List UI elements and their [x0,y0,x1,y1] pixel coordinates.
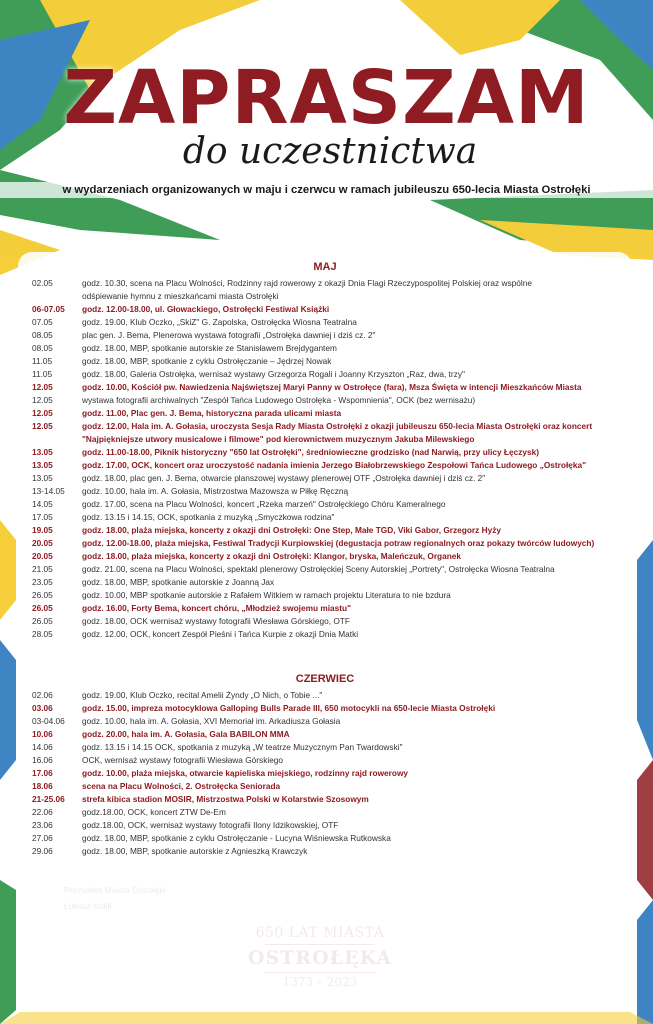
event-date: 20.05 [32,538,53,548]
event-description: godz. 18.00, plac gen. J. Bema, otwarcie planszowej wystawy plenerowej OTF „Ostrołęka dawniej i dziś cz. 2" [82,473,486,483]
event-description: godz. 10.00, hala im. A. Gołasia, Mistrzostwa Mazowsza w Piłkę Ręczną [82,486,349,496]
event-date: 02.05 [32,278,53,288]
event-date: 12.05 [32,395,53,405]
event-description: strefa kibica stadion MOSIR, Mistrzostwa Polski w Kolarstwie Szosowym [82,794,369,804]
event-date: 23.06 [32,820,53,830]
event-date: 12.05 [32,408,53,418]
event-row [32,715,628,728]
event-description: godz. 18.00, MBP, spotkanie autorskie z Joanną Jax [82,577,275,587]
event-description: godz. 10.00, plaża miejska, otwarcie kąpieliska miejskiego, rodzinny rajd rowerowy [82,768,409,778]
event-row [32,342,628,355]
event-row [32,524,628,537]
event-date: 13.05 [32,447,53,457]
event-date: 28.05 [32,629,53,639]
event-date: 27.06 [32,833,53,843]
event-date: 22.06 [32,807,53,817]
event-description: godz. 12.00-18.00, plaża miejska, Festiwal Tradycji Kurpiowskiej (degustacja potraw regionalnych oraz pokazy twórców ludowych) [82,538,595,548]
event-description: godz. 10.00, Kościół pw. Nawiedzenia Najświętszej Maryi Panny w Ostrołęce (fara), Msza Święta w intencji Mieszkańców Miasta [82,382,582,392]
event-row [32,845,628,858]
event-description: "Najpiękniejsze utwory musicalowe i filmowe" pod kierownictwem muzycznym Jakuba Milewskiego [82,434,475,444]
event-description: godz. 12.00, OCK, koncert Zespół Pieśni i Tańca Kurpie z okazji Dnia Matki [82,629,359,639]
event-date [32,290,82,303]
event-date [32,433,82,446]
event-row [32,602,628,615]
event-date: 17.06 [32,768,53,778]
event-description: godz. 18.00, Galeria Ostrołęka, wernisaż wystawy Grzegorza Rogali i Joanny Krzyszton „Raz, dwa, trzy" [82,369,465,379]
event-date: 14.05 [32,499,53,509]
event-row [32,728,628,741]
event-description: godz. 19.00, Klub Oczko, recital Amelii Żyndy „O Nich, o Tobie ..." [82,690,323,700]
event-description: godz. 10.00, MBP spotkanie autorskie z Rafałem Witkiem w ramach projektu Literatura to nie bzdura [82,590,451,600]
event-description: godz. 10.00, hala im. A. Gołasia, XVI Memoriał im. Arkadiusza Gołasia [82,716,341,726]
event-date: 13.05 [32,460,53,470]
event-date: 03.06 [32,703,53,713]
event-row [32,433,628,446]
section-heading-czerwiec: CZERWIEC [295,673,355,685]
event-description: godz. 19.00, Klub Oczko, „SkiZ" G. Zapolska, Ostrołęcka Wiosna Teatralna [82,317,357,327]
event-row [32,303,628,316]
event-row [32,563,628,576]
event-row [32,446,628,459]
event-description: godz. 18.00, OCK wernisaż wystawy fotografii Wiesława Górskiego, OTF [82,616,350,626]
page-title: ZAPRASZAM [63,55,590,141]
event-description: godz. 11.00, Plac gen. J. Bema, historyczna parada ulicami miasta [82,408,342,418]
event-row [32,277,628,290]
event-date: 12.05 [32,421,53,431]
event-date: 08.05 [32,330,53,340]
event-description: godz. 10.30, scena na Placu Wolności, Rodzinny rajd rowerowy z okazji Dnia Flagi Rzeczypospolitej Polskiej oraz wspólne [82,278,532,288]
event-row [32,689,628,702]
event-date: 10.06 [32,729,53,739]
event-description: godz. 18.00, MBP, spotkanie z cyklu Ostrołęczanie – Jędrzej Nowak [82,356,332,366]
event-date: 21-25.06 [32,794,65,804]
event-description: godz.18.00, OCK, koncert ZTW De-Em [82,807,226,817]
event-description: godz. 17.00, scena na Placu Wolności, koncert „Rzeka marzeń" Ostrołęckiego Chóru Kameralnego [82,499,446,509]
event-row [32,485,628,498]
event-date: 03-04.06 [32,716,65,726]
event-description: godz. 13.15 i 14.15, OCK, spotkania z muzyką „Smyczkowa rodzina" [82,512,335,522]
event-description: godz.18.00, OCK, wernisaż wystawy fotografii Ilony Idzikowskiej, OTF [82,820,339,830]
event-date: 08.05 [32,343,53,353]
script-subtitle: do uczestnictwa [182,131,478,172]
event-date: 07.05 [32,317,53,327]
event-description: godz. 13.15 i 14.15 OCK, spotkania z muzyką „W teatrze Muzycznym Pan Twardowski" [82,742,403,752]
event-date: 23.05 [32,577,53,587]
event-row [32,702,628,715]
event-row [32,290,628,303]
event-row [32,316,628,329]
event-row [32,819,628,832]
event-row [32,394,628,407]
event-date: 12.05 [32,382,53,392]
event-description: godz. 18.00, MBP, spotkanie autorskie ze Stanisławem Brejdygantem [82,343,337,353]
event-description: godz. 17.00, OCK, koncert oraz uroczystość nadania imienia Jerzego Białobrzewskiego Zespołowi Tańca Ludowego „Ostrołęka" [82,460,587,470]
event-description: godz. 12.00, Hala im. A. Gołasia, uroczysta Sesja Rady Miasta Ostrołęki z okazji jubileuszu 650-lecia Miasta Ostrołęki oraz koncert [82,421,593,431]
event-row [32,793,628,806]
event-description: odśpiewanie hymnu z mieszkańcami miasta Ostrołęki [82,291,279,301]
event-date: 26.05 [32,603,53,613]
event-row [32,459,628,472]
event-row [32,550,628,563]
event-date: 21.05 [32,564,53,574]
event-row [32,615,628,628]
event-row [32,368,628,381]
event-row [32,767,628,780]
events-card [18,252,632,1012]
event-description: godz. 20.00, hala im. A. Gołasia, Gala BABILON MMA [82,729,290,739]
event-row [32,537,628,550]
event-description: godz. 12.00-18.00, ul. Głowackiego, Ostrołęcki Festiwal Książki [82,304,330,314]
event-date: 02.06 [32,690,53,700]
event-date: 06-07.05 [32,304,65,314]
event-date: 11.05 [32,356,53,366]
event-row [32,780,628,793]
event-row [32,511,628,524]
event-description: plac gen. J. Bema, Plenerowa wystawa fotografii „Ostrołęka dawniej i dziś cz. 2" [82,330,376,340]
czerwiec-event-list [32,689,628,858]
event-description: godz. 18.00, MBP, spotkanie autorskie z Agnieszką Krawczyk [82,846,308,856]
event-date: 29.06 [32,846,53,856]
event-date: 16.06 [32,755,53,765]
event-description: godz. 18.00, MBP, spotkanie z cyklu Ostrołęczanie - Lucyna Wiśniewska Rutkowska [82,833,391,843]
event-row [32,381,628,394]
event-date: 17.05 [32,512,53,522]
event-description: godz. 15.00, impreza motocyklowa Galloping Bulls Parade III, 650 motocykli na 650-lecie Miasta Ostrołęki [82,703,496,713]
event-description: godz. 11.00-18.00, Piknik historyczny "650 lat Ostrołęki", średniowieczne grodzisko (nad Narwią, przy ulicy Łęczysk) [82,447,539,457]
event-row [32,741,628,754]
event-description: godz. 18.00, plaża miejska, koncerty z okazji dni Ostrołęki: Klangor, bryska, Maleńczuk, Organek [82,551,462,561]
intro-text: w wydarzeniach organizowanych w maju i czerwcu w ramach jubileuszu 650-lecia Miasta Ostrołęki [0,182,653,198]
event-date: 14.06 [32,742,53,752]
event-row [32,355,628,368]
event-row [32,806,628,819]
event-row [32,329,628,342]
event-row [32,576,628,589]
event-row [32,407,628,420]
event-date: 26.05 [32,616,53,626]
section-heading-maj: MAJ [313,261,337,273]
event-description: wystawa fotografii archiwalnych "Zespół Tańca Ludowego Ostrołęka - Wspomnienia", OCK (bez wernisażu) [82,395,476,405]
event-date: 13-14.05 [32,486,65,496]
event-row [32,628,628,641]
event-row [32,589,628,602]
event-date: 13.05 [32,473,53,483]
event-description: scena na Placu Wolności, 2. Ostrołęcka Seniorada [82,781,281,791]
event-row [32,754,628,767]
event-row [32,832,628,845]
maj-event-list [32,277,628,641]
event-date: 20.05 [32,551,53,561]
event-row [32,420,628,433]
event-description: godz. 18.00, plaża miejska, koncerty z okazji dni Ostrołęki: One Step, Małe TGD, Viki Gabor, Grzegorz Hyży [82,525,501,535]
event-date: 11.05 [32,369,53,379]
event-row [32,498,628,511]
event-description: OCK, wernisaż wystawy fotografii Wiesława Górskiego [82,755,284,765]
event-date: 26.05 [32,590,53,600]
event-description: godz. 21.00, scena na Placu Wolności, spektakl plenerowy Ostrołęckiej Sceny Autorskiej „Portrety", Ostrołęcka Wiosna Teatralna [82,564,555,574]
event-row [32,472,628,485]
event-date: 18.06 [32,781,53,791]
event-description: godz. 16.00, Forty Bema, koncert chóru, „Młodzież swojemu miastu" [82,603,352,613]
event-date: 19.05 [32,525,53,535]
